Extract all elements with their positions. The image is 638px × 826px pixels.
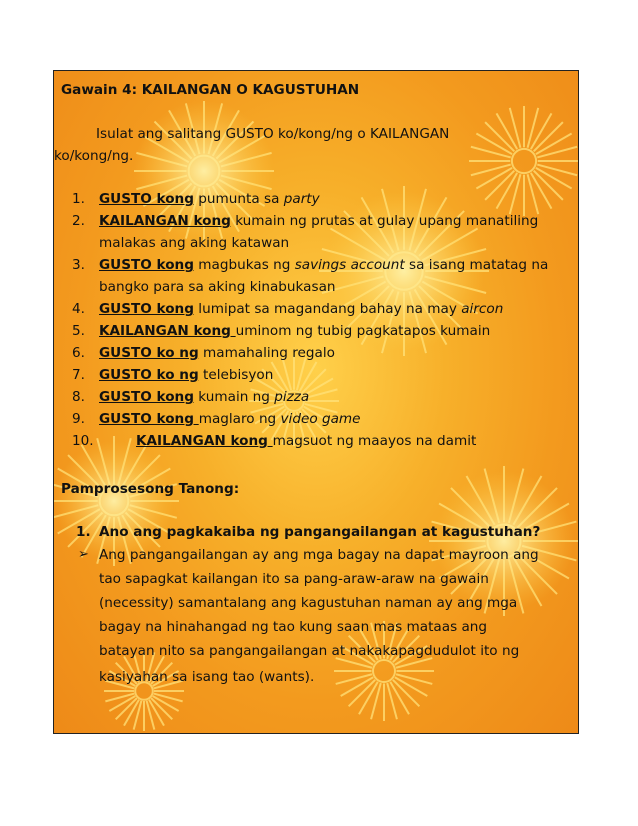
answer-keyword: GUSTO kong bbox=[99, 191, 194, 207]
answer-keyword: KAILANGAN kong bbox=[99, 323, 236, 339]
answer-line: Ang pangangailangan ay ang mga bagay na dapat mayroon ang bbox=[99, 547, 539, 563]
item-text: kumain ng prutas at gulay upang manatiling bbox=[230, 213, 539, 229]
item-italic-term: pizza bbox=[274, 389, 310, 405]
item-number: 7. bbox=[72, 367, 85, 383]
item-text: telebisyon bbox=[198, 367, 274, 383]
list-item bbox=[99, 389, 309, 405]
item-italic-term: aircon bbox=[461, 301, 504, 317]
item-number: 4. bbox=[72, 301, 85, 317]
question-number: 1. bbox=[76, 524, 91, 540]
item-text: uminom ng tubig pagkatapos kumain bbox=[235, 323, 491, 339]
list-item bbox=[99, 191, 320, 207]
item-text: magsuot ng maayos na damit bbox=[272, 433, 477, 449]
list-item-continuation: malakas ang aking katawan bbox=[99, 235, 290, 251]
answer-line: kasiyahan sa isang tao (wants). bbox=[99, 669, 315, 685]
list-item bbox=[99, 345, 335, 361]
item-text: kumain ng bbox=[193, 389, 275, 405]
item-number: 2. bbox=[72, 213, 85, 229]
answer-keyword: GUSTO kong bbox=[99, 257, 194, 273]
instruction-line-2: ko/kong/ng. bbox=[54, 148, 134, 164]
item-text: pumunta sa bbox=[193, 191, 284, 207]
list-item bbox=[99, 367, 273, 383]
list-item bbox=[99, 411, 361, 427]
item-number: 10. bbox=[72, 433, 94, 449]
item-number: 6. bbox=[72, 345, 85, 361]
item-italic-term: savings account bbox=[294, 257, 405, 273]
list-item bbox=[99, 323, 490, 339]
answer-keyword: GUSTO kong bbox=[99, 389, 194, 405]
answer-line: batayan nito sa pangangailangan at nakakapagdudulot ito ng bbox=[99, 643, 520, 659]
answer-keyword: GUSTO kong bbox=[99, 301, 194, 317]
item-number: 9. bbox=[72, 411, 85, 427]
question-text: Ano ang pagkakaiba ng pangangailangan at kagustuhan? bbox=[99, 524, 541, 540]
answer-keyword: KAILANGAN kong bbox=[136, 433, 273, 449]
list-item bbox=[136, 433, 476, 449]
document-frame bbox=[53, 70, 579, 734]
section-title: Pamprosesong Tanong: bbox=[61, 481, 240, 497]
list-item bbox=[99, 257, 548, 273]
item-italic-term: video game bbox=[280, 411, 361, 427]
answer-keyword: KAILANGAN kong bbox=[99, 213, 231, 229]
item-number: 5. bbox=[72, 323, 85, 339]
item-text: magbukas ng bbox=[193, 257, 295, 273]
item-text: maglaro ng bbox=[198, 411, 281, 427]
answer-line: (necessity) samantalang ang kagustuhan naman ay ang mga bbox=[99, 595, 518, 611]
answer-keyword: GUSTO kong bbox=[99, 411, 199, 427]
instruction-line-1: Isulat ang salitang GUSTO ko/kong/ng o KAILANGAN bbox=[96, 126, 450, 142]
item-text: mamahaling regalo bbox=[198, 345, 335, 361]
answer-keyword: GUSTO ko ng bbox=[99, 345, 199, 361]
list-item bbox=[99, 213, 538, 229]
answer-line: tao sapagkat kailangan ito sa pang-araw-araw na gawain bbox=[99, 571, 489, 587]
list-item-continuation: bangko para sa aking kinabukasan bbox=[99, 279, 336, 295]
item-text: lumipat sa magandang bahay na may bbox=[193, 301, 462, 317]
answer-line: bagay na hinahangad ng tao kung saan mas mataas ang bbox=[99, 619, 488, 635]
item-text-tail: sa isang matatag na bbox=[404, 257, 549, 273]
list-item bbox=[99, 301, 503, 317]
item-number: 1. bbox=[72, 191, 85, 207]
item-number: 3. bbox=[72, 257, 85, 273]
answer-keyword: GUSTO ko ng bbox=[99, 367, 199, 383]
arrow-bullet-icon: ➢ bbox=[78, 547, 89, 562]
item-italic-term: party bbox=[283, 191, 320, 207]
item-number: 8. bbox=[72, 389, 85, 405]
activity-title: Gawain 4: KAILANGAN O KAGUSTUHAN bbox=[61, 82, 360, 98]
